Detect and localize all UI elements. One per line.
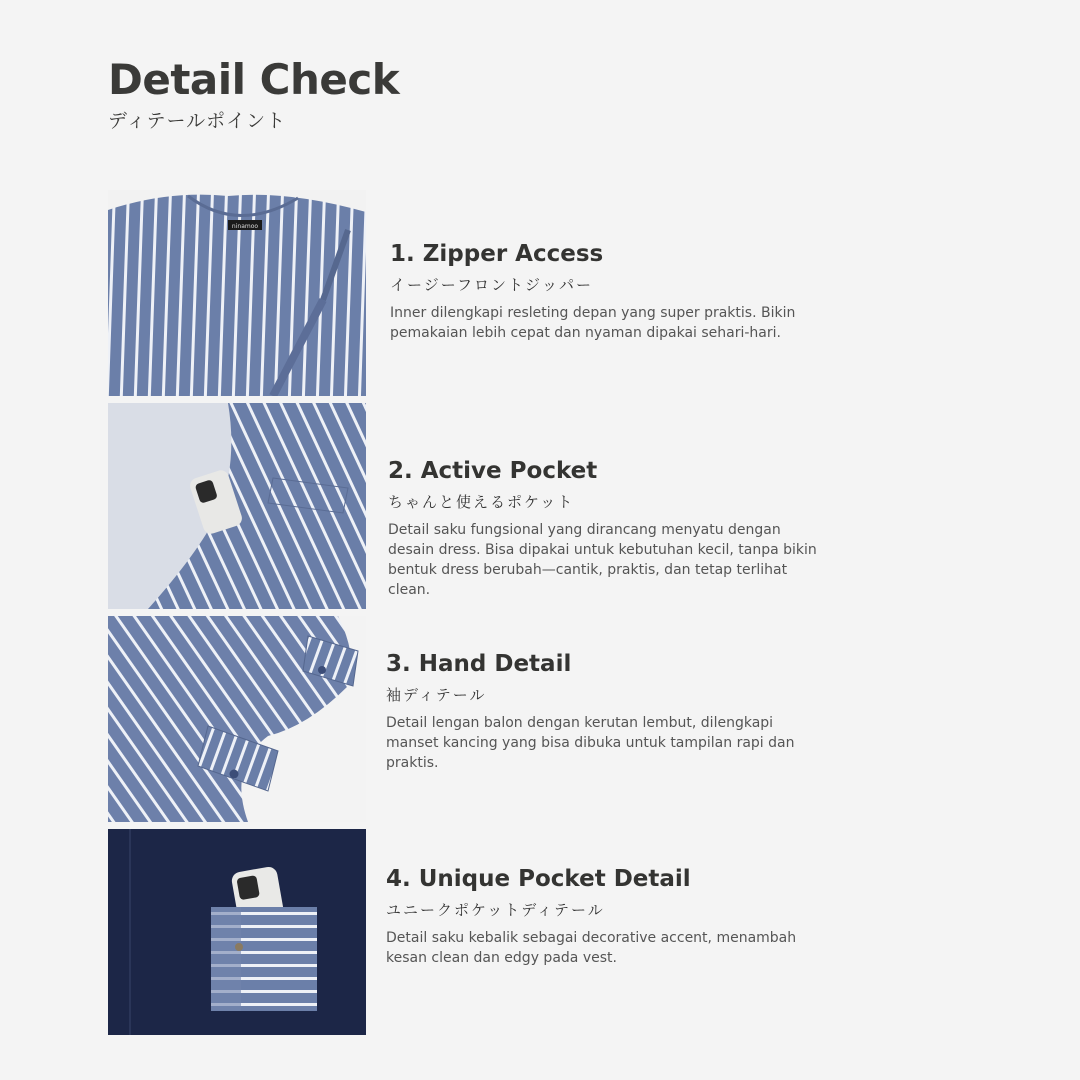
detail-text-2 — [388, 457, 818, 600]
zipper-photo — [108, 190, 366, 396]
detail-text-1 — [390, 240, 820, 343]
detail-description: Inner dilengkapi resleting depan yang super praktis. Bikin pemakaian lebih cepat dan nyaman dipakai sehari-hari. — [390, 305, 796, 341]
sleeve-photo — [108, 616, 366, 822]
detail-description: Detail saku kebalik sebagai decorative accent, menambah kesan clean dan edgy pada vest. — [386, 930, 797, 966]
detail-item-zipper — [108, 190, 868, 396]
page-title: Detail Check — [108, 55, 400, 104]
header — [108, 56, 399, 133]
detail-title: 3. Hand Detail — [386, 651, 572, 677]
detail-title-jp: ちゃんと使えるポケット — [388, 493, 575, 511]
detail-description: Detail saku fungsional yang dirancang menyatu dengan desain dress. Bisa dipakai untuk kebutuhan kecil, tanpa bikin bentuk dress berubah—cantik, praktis, dan tetap terlihat clean. — [388, 522, 817, 598]
pocket-photo — [108, 403, 366, 609]
detail-title-jp: 袖ディテール — [386, 686, 487, 704]
detail-item-active-pocket — [108, 403, 868, 609]
detail-text-4 — [386, 865, 816, 968]
detail-title: 1. Zipper Access — [390, 241, 604, 267]
detail-item-unique-pocket — [108, 829, 868, 1035]
detail-title: 4. Unique Pocket Detail — [386, 866, 691, 892]
detail-text-3 — [386, 650, 816, 773]
detail-title-jp: イージーフロントジッパー — [390, 276, 593, 294]
brand-label: ninamoo — [231, 223, 259, 230]
detail-item-hand — [108, 616, 868, 822]
detail-description: Detail lengan balon dengan kerutan lembut, dilengkapi manset kancing yang bisa dibuka untuk tampilan rapi dan praktis. — [386, 715, 795, 771]
vest-pocket-photo — [108, 829, 366, 1035]
page-subtitle-jp: ディテールポイント — [108, 110, 287, 132]
detail-title: 2. Active Pocket — [388, 458, 598, 484]
detail-title-jp: ユニークポケットディテール — [386, 901, 605, 919]
